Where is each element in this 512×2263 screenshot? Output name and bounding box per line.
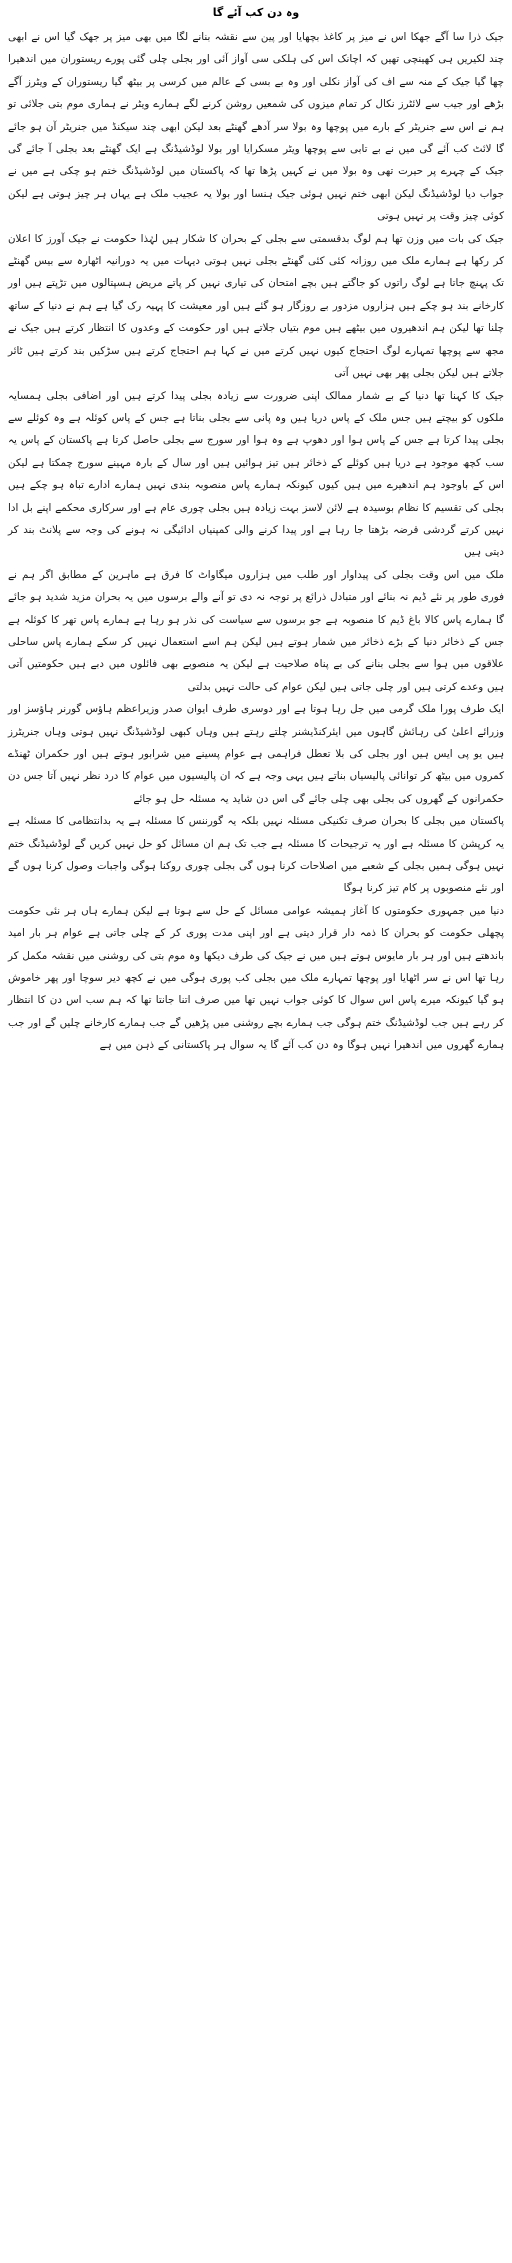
article-paragraph: جیک کی بات میں وزن تھا ہم لوگ بدقسمتی سے بجلی کے بحران کا شکار ہیں لہٰذا حکومت نے جیک آورز کا اعلان کر رکھا ہے ہمارے ملک میں روزانہ کئی کئی گھنٹے بجلی نہیں ہوتی دیہات میں یہ دورانیہ اٹھارہ سے بیس گھنٹے تک پہنچ جاتا ہے لوگ راتوں کو جاگتے ہیں بچے امتحان کی تیاری نہیں کر پاتے مریض ہسپتالوں میں تڑپتے ہیں اور کارخانے بند ہو چکے ہیں ہزاروں مزدور بے روزگار ہو گئے ہیں اور معیشت کا پہیہ رک گیا ہے ہم نے دنیا کے ساتھ چلنا تھا لیکن ہم اندھیروں میں بیٹھے ہیں موم بتیاں جلاتے ہیں اور حکومت کے وعدوں کا انتظار کرتے ہیں جیک نے مجھ سے پوچھا تمہارے لوگ احتجاج کیوں نہیں کرتے میں نے کہا ہم احتجاج کرتے ہیں سڑکیں بند کرتے ہیں ٹائر جلاتے ہیں لیکن بجلی پھر بھی نہیں آتی — [8, 232, 504, 380]
article-paragraph: دنیا میں جمہوری حکومتوں کا آغاز ہمیشہ عوامی مسائل کے حل سے ہوتا ہے لیکن ہمارے ہاں ہر نئی حکومت پچھلی حکومت کو بحران کا ذمہ دار قرار دیتی ہے اور اپنی مدت پوری کر کے چلی جاتی ہے عوام ہر بار امید باندھتے ہیں اور ہر بار مایوس ہوتے ہیں میں نے جیک کی طرف دیکھا وہ موم بتی کی روشنی میں نقشہ مکمل کر رہا تھا اس نے سر اٹھایا اور پوچھا تمہارے ملک میں بجلی کب پوری ہوگی میں نے کچھ دیر سوچا اور پھر خاموش ہو گیا کیونکہ میرے پاس اس سوال کا کوئی جواب نہیں تھا میں صرف اتنا جانتا تھا کہ ہم سب اس دن کا انتظار کر رہے ہیں جب لوڈشیڈنگ ختم ہوگی جب ہمارے بچے روشنی میں پڑھیں گے جب ہمارے کارخانے چلیں گے اور جب ہمارے گھروں میں اندھیرا نہیں ہوگا وہ دن کب آئے گا یہ سوال ہر پاکستانی کے ذہن میں ہے — [8, 904, 504, 1052]
article-paragraph: جیک ذرا سا آگے جھکا اس نے میز پر کاغذ بچھایا اور پین سے نقشہ بنانے لگا میں بھی میز پر جھک گیا اس نے ابھی چند لکیریں ہی کھینچی تھیں کہ اچانک اس کی ہلکی سی آواز آئی اور بجلی چلی گئی پورے ریستوران میں اندھیرا چھا گیا جیک کے منہ سے اف کی آواز نکلی اور وہ بے بسی کے عالم میں کرسی پر بیٹھ گیا ریستوران کے ویٹرز آگے بڑھے اور جیب سے لائٹرز نکال کر تمام میزوں کی شمعیں روشن کرنے لگے ہمارے ویٹر نے ہماری موم بتی جلائی تو ہم نے اس سے جنریٹر کے بارے میں پوچھا وہ بولا سر آدھے گھنٹے بعد لیکن ابھی چند سیکنڈ میں جنریٹر آن ہو جائے گا لائٹ کب آئے گی میں نے بے تابی سے پوچھا ویٹر مسکرایا اور بولا لوڈشیڈنگ ہے ایک گھنٹے بعد بجلی آ جائے گی جیک کے چہرے پر حیرت تھی وہ بولا میں نے کہیں پڑھا تھا کہ پاکستان میں لوڈشیڈنگ ختم ہو چکی ہے میں نے جواب دیا لوڈشیڈنگ لیکن ابھی ختم نہیں ہوئی جیک ہنسا اور بولا یہ عجیب ملک ہے یہاں ہر چیز ہوتی ہے لیکن کوئی چیز وقت پر نہیں ہوتی — [8, 31, 504, 223]
article-paragraph: ملک میں اس وقت بجلی کی پیداوار اور طلب میں ہزاروں میگاواٹ کا فرق ہے ماہرین کے مطابق اگر ہم نے فوری طور پر نئے ڈیم نہ بنائے اور متبادل ذرائع پر توجہ نہ دی تو آنے والے برسوں میں یہ بحران مزید شدید ہو جائے گا ہمارے پاس کالا باغ ڈیم کا منصوبہ ہے جو برسوں سے سیاست کی نذر ہو رہا ہے ہمارے پاس تھر کا کوئلہ ہے جس کے ذخائر دنیا کے بڑے ذخائر میں شمار ہوتے ہیں لیکن ہم اسے استعمال نہیں کر سکے ہمارے پاس ساحلی علاقوں میں ہوا سے بجلی بنانے کی بے پناہ صلاحیت ہے لیکن یہ منصوبے بھی فائلوں میں دبے ہیں حکومتیں آتی ہیں وعدے کرتی ہیں اور چلی جاتی ہیں لیکن عوام کی حالت نہیں بدلتی — [8, 568, 504, 693]
article-body — [6, 26, 506, 1057]
article-headline: وہ دن کب آئے گا — [212, 6, 300, 19]
article-paragraph: ایک طرف پورا ملک گرمی میں جل رہا ہوتا ہے اور دوسری طرف ایوان صدر وزیراعظم ہاؤس گورنر ہاؤسز اور وزرائے اعلیٰ کی رہائش گاہوں میں ایئرکنڈیشنر چلتے رہتے ہیں وہاں کبھی لوڈشیڈنگ نہیں ہوتی وہاں جنریٹرز ہیں یو پی ایس ہیں اور بجلی کی بلا تعطل فراہمی ہے عوام پسینے میں شرابور ہوتے ہیں اور حکمران ٹھنڈے کمروں میں بیٹھ کر توانائی پالیسیاں بناتے ہیں یہی وجہ ہے کہ ان پالیسیوں میں عوام کا درد نظر نہیں آتا جس دن حکمرانوں کے گھروں کی بجلی بھی چلی جائے گی اس دن شاید یہ مسئلہ حل ہو جائے — [8, 703, 504, 805]
article — [6, 4, 506, 2259]
article-paragraph: پاکستان میں بجلی کا بحران صرف تکنیکی مسئلہ نہیں بلکہ یہ گورننس کا مسئلہ ہے یہ بدانتظامی کا مسئلہ ہے یہ کرپشن کا مسئلہ ہے اور یہ ترجیحات کا مسئلہ ہے جب تک ہم ان مسائل کو حل نہیں کریں گے لوڈشیڈنگ ختم نہیں ہوگی ہمیں بجلی کے شعبے میں اصلاحات کرنا ہوں گی بجلی چوری روکنا ہوگی واجبات وصول کرنا ہوں گے اور نئے منصوبوں پر کام تیز کرنا ہوگا — [8, 815, 504, 895]
article-paragraph: جیک کا کہنا تھا دنیا کے بے شمار ممالک اپنی ضرورت سے زیادہ بجلی پیدا کرتے ہیں اور اضافی بجلی ہمسایہ ملکوں کو بیچتے ہیں جس ملک کے پاس دریا ہیں وہ پانی سے بجلی بناتا ہے جس کے پاس کوئلہ ہے وہ کوئلے سے بجلی پیدا کرتا ہے جس کے پاس ہوا اور دھوپ ہے وہ ہوا اور سورج سے بجلی حاصل کرتا ہے پاکستان کے پاس یہ سب کچھ موجود ہے دریا ہیں کوئلے کے ذخائر ہیں تیز ہوائیں ہیں اور سال کے بارہ مہینے سورج چمکتا ہے لیکن اس کے باوجود ہم اندھیرے میں ہیں کیوں کیونکہ ہمارے پاس منصوبہ بندی نہیں ہمارے ادارے تباہ ہو چکے ہیں بجلی کی تقسیم کا نظام بوسیدہ ہے لائن لاسز بہت زیادہ ہیں بجلی چوری عام ہے اور سرکاری محکمے اپنے بل ادا نہیں کرتے گردشی قرضہ بڑھتا جا رہا ہے اور پیدا کرنے والی کمپنیاں ادائیگی نہ ہونے کی وجہ سے پلانٹ بند کر دیتی ہیں — [8, 389, 504, 559]
